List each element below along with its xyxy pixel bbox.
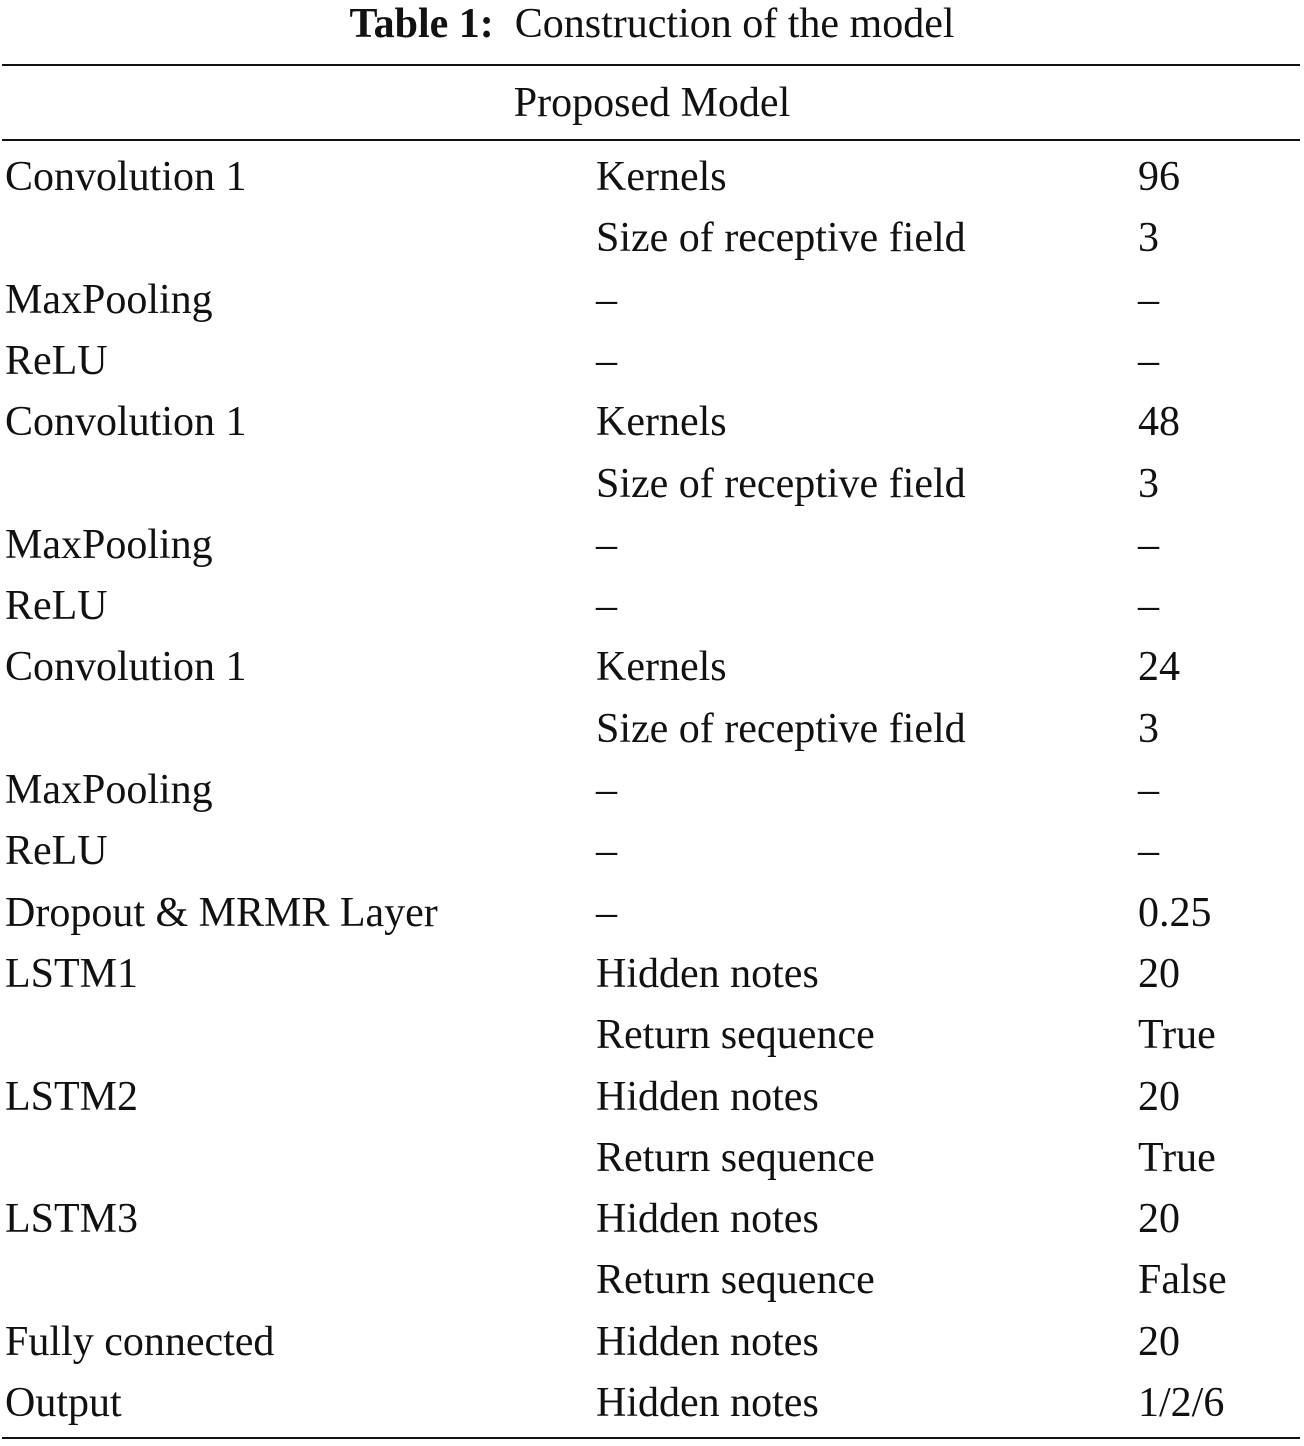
layer-cell: Convolution 1 bbox=[5, 399, 247, 445]
parameter-cell: Return sequence bbox=[596, 1135, 875, 1181]
layer-cell: Fully connected bbox=[5, 1319, 275, 1365]
parameter-cell: Hidden notes bbox=[596, 1074, 819, 1120]
parameter-cell: Kernels bbox=[596, 154, 727, 200]
parameter-cell: – bbox=[596, 522, 617, 568]
layer-cell: ReLU bbox=[5, 828, 108, 874]
layer-cell: Convolution 1 bbox=[5, 644, 247, 690]
value-cell: 1/2/6 bbox=[1138, 1380, 1225, 1426]
layer-cell: Output bbox=[5, 1380, 122, 1426]
value-cell: – bbox=[1138, 277, 1159, 323]
value-cell: 3 bbox=[1138, 461, 1159, 507]
parameter-cell: – bbox=[596, 828, 617, 874]
value-cell: 3 bbox=[1138, 706, 1159, 752]
value-cell: – bbox=[1138, 522, 1159, 568]
layer-cell: LSTM3 bbox=[5, 1196, 139, 1242]
value-cell: 20 bbox=[1138, 1319, 1180, 1365]
value-cell: False bbox=[1138, 1257, 1227, 1303]
parameter-cell: – bbox=[596, 890, 617, 936]
layer-cell: LSTM1 bbox=[5, 951, 139, 997]
layer-cell: Dropout & MRMR Layer bbox=[5, 890, 438, 936]
value-cell: 3 bbox=[1138, 215, 1159, 261]
parameter-cell: Hidden notes bbox=[596, 951, 819, 997]
value-cell: 24 bbox=[1138, 644, 1180, 690]
table-caption-label: Table 1: bbox=[349, 1, 494, 47]
value-cell: True bbox=[1138, 1012, 1216, 1058]
value-cell: 48 bbox=[1138, 399, 1180, 445]
table-caption-text: Construction of the model bbox=[514, 1, 955, 47]
layer-cell: ReLU bbox=[5, 583, 108, 629]
parameter-cell: Size of receptive field bbox=[596, 215, 966, 261]
parameter-cell: – bbox=[596, 583, 617, 629]
parameter-cell: Kernels bbox=[596, 644, 727, 690]
layer-cell: Convolution 1 bbox=[5, 154, 247, 200]
value-cell: 20 bbox=[1138, 951, 1180, 997]
layer-cell: MaxPooling bbox=[5, 522, 213, 568]
value-cell: 96 bbox=[1138, 154, 1180, 200]
layer-cell: LSTM2 bbox=[5, 1074, 139, 1120]
value-cell: 20 bbox=[1138, 1196, 1180, 1242]
parameter-cell: Return sequence bbox=[596, 1012, 875, 1058]
table-top-rule bbox=[2, 64, 1300, 66]
value-cell: – bbox=[1138, 828, 1159, 874]
layer-cell: MaxPooling bbox=[5, 277, 213, 323]
parameter-cell: Kernels bbox=[596, 399, 727, 445]
value-cell: – bbox=[1138, 338, 1159, 384]
value-cell: 20 bbox=[1138, 1074, 1180, 1120]
parameter-cell: – bbox=[596, 338, 617, 384]
parameter-cell: – bbox=[596, 277, 617, 323]
parameter-cell: Size of receptive field bbox=[596, 461, 966, 507]
table-caption bbox=[0, 0, 1304, 48]
value-cell: – bbox=[1138, 767, 1159, 813]
value-cell: – bbox=[1138, 583, 1159, 629]
parameter-cell: Hidden notes bbox=[596, 1319, 819, 1365]
table-header-rule bbox=[2, 139, 1300, 141]
layer-cell: MaxPooling bbox=[5, 767, 213, 813]
parameter-cell: Return sequence bbox=[596, 1257, 875, 1303]
table-group-header: Proposed Model bbox=[513, 80, 791, 126]
parameter-cell: Hidden notes bbox=[596, 1380, 819, 1426]
parameter-cell: – bbox=[596, 767, 617, 813]
layer-cell: ReLU bbox=[5, 338, 108, 384]
value-cell: True bbox=[1138, 1135, 1216, 1181]
value-cell: 0.25 bbox=[1138, 890, 1212, 936]
table-bottom-rule bbox=[2, 1437, 1300, 1439]
parameter-cell: Hidden notes bbox=[596, 1196, 819, 1242]
parameter-cell: Size of receptive field bbox=[596, 706, 966, 752]
